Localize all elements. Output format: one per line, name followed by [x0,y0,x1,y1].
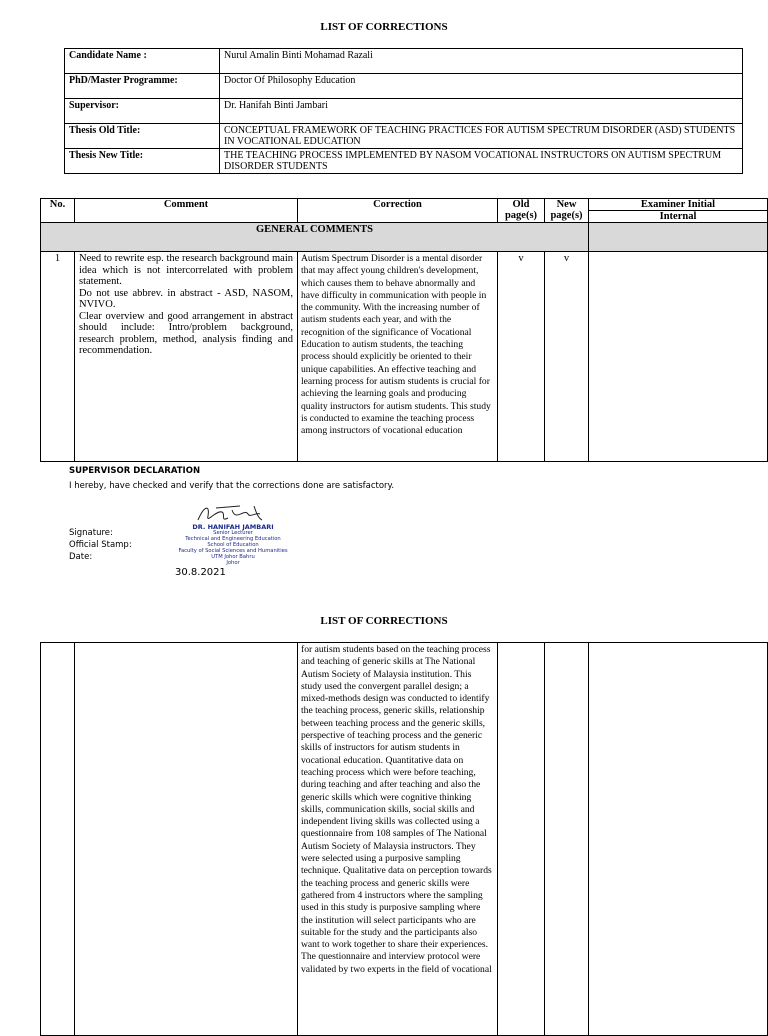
row-comment [75,252,298,462]
stamp-line: Faculty of Social Sciences and Humanities [178,548,288,554]
info-row-candidate [65,49,743,74]
row-old-page [498,643,545,1036]
row-old-page: v [498,252,545,462]
declaration-text: I hereby, have checked and verify that the corrections done are satisfactory. [69,481,395,491]
signature-labels [69,527,132,563]
info-row-supervisor [65,99,743,124]
signature-label: Signature: [69,528,113,538]
row-number: 1 [41,252,75,462]
col-new-pages-header: New page(s) [545,199,589,223]
stamp-line: Johor [226,560,240,566]
row-examiner-initial [589,252,768,462]
stamp-line: Technical and Engineering Education [185,536,281,542]
stamp-name: DR. HANIFAH JAMBARI [192,523,274,531]
col-examiner-header: Examiner Initial [589,199,768,211]
row-correction [298,643,498,1036]
section-general-comments: GENERAL COMMENTS [41,223,589,252]
row-correction [298,252,498,462]
date-label: Date: [69,552,93,562]
official-stamp [172,524,294,566]
declaration-date: 30.8.2021 [175,567,226,578]
corrections-table-continued [40,642,768,1036]
info-value: CONCEPTUAL FRAMEWORK OF TEACHING PRACTICES FOR AUTISM SPECTRUM DISORDER (ASD) STUDENTS IN VOCATIONAL EDUCATION [220,124,743,149]
section-side-cell [589,223,768,252]
stamp-line: Senior Lecturer [213,530,253,536]
supervisor-declaration [69,466,394,496]
row-number [41,643,75,1036]
row-new-page [545,643,589,1036]
correction-text: for autism students based on the teaching process and teaching of generic skills at The National Autism Society of Malaysia institution. This study used the convergent parallel design; a mixed-methods design was conducted to identify the teaching process, generic skills, relationship between teaching process and the generic skills, perspective of teaching process and the generic skills of instructors for autism students in vocational education. Quantitative data on teaching process which were before teaching, during teaching and after teaching and also the generic skills which were cognitive thinking skills, communication skills, social skills and independent living skills was collected using a questionnaire from 108 samples of The National Autism Society of Malaysia instructors. They were selected using a purposive sampling technique. Qualitative data on perception towards the teaching process and generic skills were gathered from 4 instructors where the sampling used in this study is purposive sampling where the institution will select participants who are suitable for the study and the participants also want to work together to share their experiences. The questionnaire and interview protocol were validated by two experts in the field of vocational [301,644,492,975]
stamp-line: UTM Johor Bahru [211,554,255,560]
info-row-new-title [65,149,743,174]
col-comment-header: Comment [75,199,298,223]
comment-line: Clear overview and good arrangement in abstract should include: Intro/problem background, research problem, method, analysis finding and recommendation. [79,310,293,356]
table-row [41,252,768,462]
comment-line: Need to rewrite esp. the research background main idea which is not intercorrelated with problem statement. [79,253,293,287]
table-row [41,643,768,1036]
page-title-2: LIST OF CORRECTIONS [320,615,448,627]
row-examiner-initial [589,643,768,1036]
info-value: THE TEACHING PROCESS IMPLEMENTED BY NASOM VOCATIONAL INSTRUCTORS ON AUTISM SPECTRUM DISORDER STUDENTS [220,149,743,174]
info-row-programme [65,74,743,99]
stamp-label: Official Stamp: [69,540,132,550]
info-row-old-title [65,124,743,149]
info-label: Supervisor: [65,99,220,124]
info-label: Thesis Old Title: [65,124,220,149]
info-label: PhD/Master Programme: [65,74,220,99]
header-row [41,199,768,211]
stamp-line: School of Education [207,542,259,548]
row-new-page: v [545,252,589,462]
info-value: Doctor Of Philosophy Education [220,74,743,99]
row-comment [75,643,298,1036]
candidate-info-table [64,48,743,174]
info-value: Dr. Hanifah Binti Jambari [220,99,743,124]
col-correction-header: Correction [298,199,498,223]
correction-text: Autism Spectrum Disorder is a mental disorder that may affect young children's development, which causes them to behave abnormally and have difficulty in communication with people in the community. With the increasing number of autism students each year, and with the recognition of the significance of Vocational Education to autism students, the teaching process should explicitly be oriented to their unique capabilities. An effective teaching and learning process for autism students is crucial for achieving the learning goals and producing quality instructors for autism students. This study is conducted to examine the teaching process among instructors of vocational education [301,253,491,437]
col-internal-header: Internal [589,211,768,223]
corrections-table [40,198,768,462]
page-title: LIST OF CORRECTIONS [320,21,448,33]
section-row [41,223,768,252]
col-no-header: No. [41,199,75,223]
col-old-pages-header: Old page(s) [498,199,545,223]
declaration-title: SUPERVISOR DECLARATION [69,466,201,476]
info-label: Candidate Name : [65,49,220,74]
info-value: Nurul Amalin Binti Mohamad Razali [220,49,743,74]
info-label: Thesis New Title: [65,149,220,174]
comment-line: Do not use abbrev. in abstract - ASD, NASOM, NVIVO. [79,287,293,310]
